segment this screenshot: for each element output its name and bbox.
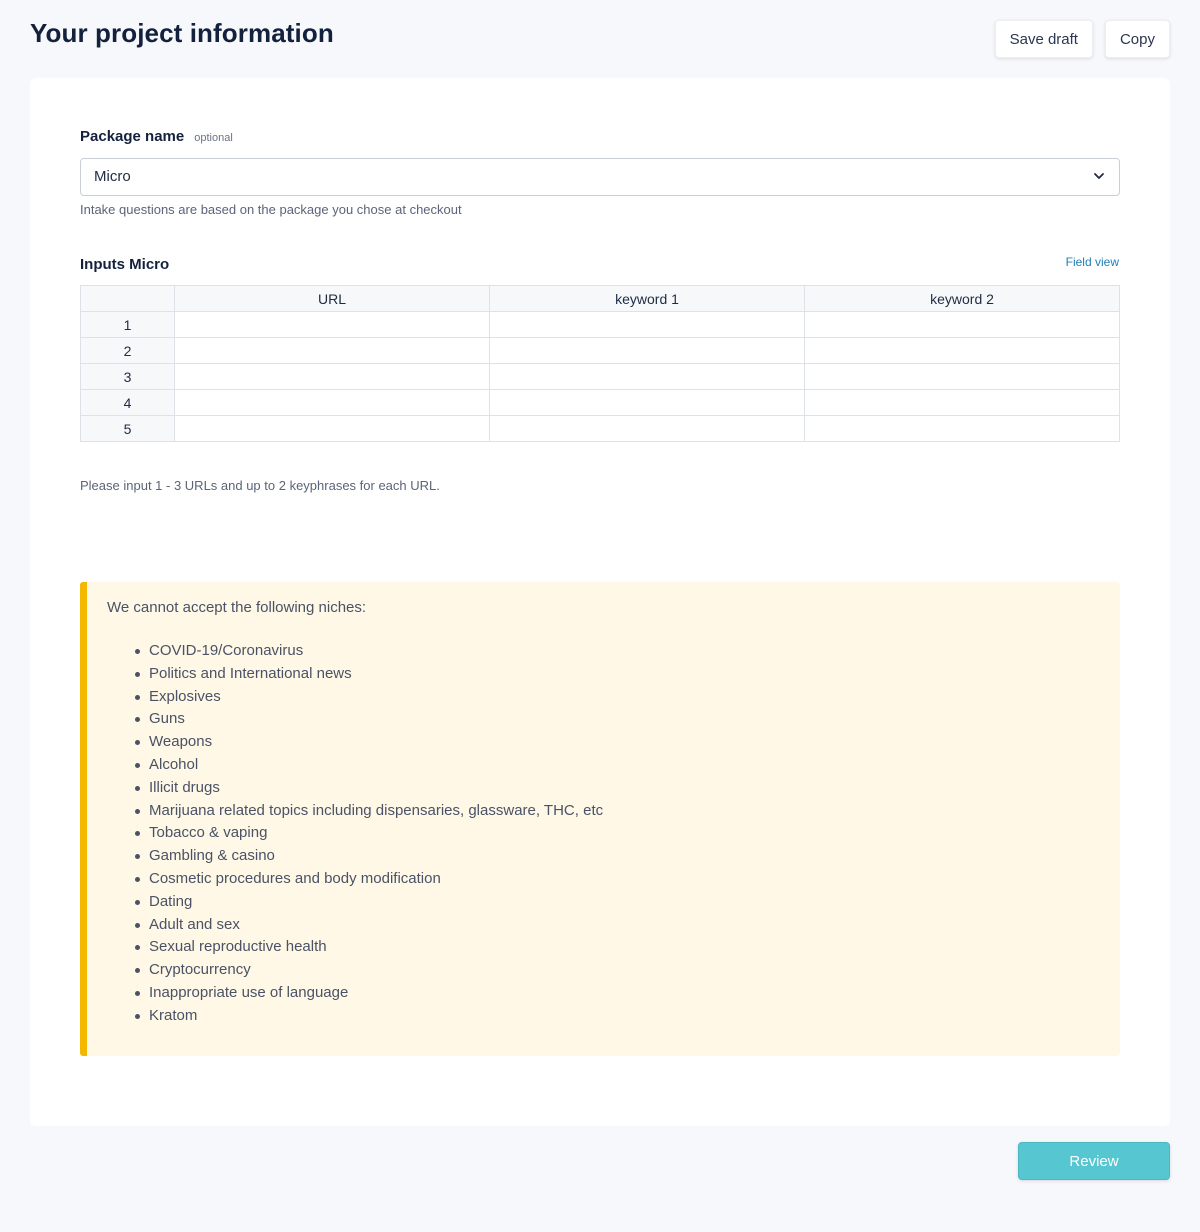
keyword-2-cell[interactable] [805,338,1120,364]
list-item: Politics and International news [149,663,603,686]
review-button[interactable]: Review [1018,1142,1170,1180]
row-number: 5 [81,416,175,442]
restricted-niches-callout [80,582,1120,1056]
list-item: Explosives [149,686,603,709]
callout-title: We cannot accept the following niches: [107,599,367,616]
list-item: Inappropriate use of language [149,982,603,1005]
table-row [81,338,1120,364]
url-cell[interactable] [175,390,490,416]
url-cell[interactable] [175,312,490,338]
package-name-select[interactable] [80,158,1120,196]
url-cell[interactable] [175,364,490,390]
inputs-label: Inputs Micro [80,256,170,273]
page-title: Your project information [30,18,334,48]
keyword-2-cell[interactable] [805,364,1120,390]
keyword-1-cell[interactable] [490,338,805,364]
list-item: Illicit drugs [149,777,603,800]
list-item: Sexual reproductive health [149,936,603,959]
keyword-1-cell[interactable] [490,416,805,442]
table-row [81,390,1120,416]
list-item: Tobacco & vaping [149,822,603,845]
copy-button[interactable]: Copy [1105,20,1170,58]
list-item: Adult and sex [149,914,603,937]
grid-header-row [81,286,1120,312]
list-item: Guns [149,708,603,731]
save-draft-button[interactable]: Save draft [995,20,1093,58]
column-header-url[interactable]: URL [175,286,490,312]
url-cell[interactable] [175,338,490,364]
list-item: Kratom [149,1005,603,1028]
package-name-label [80,128,233,145]
list-item: Alcohol [149,754,603,777]
inputs-grid [80,285,1120,442]
list-item: Gambling & casino [149,845,603,868]
column-header-keyword-1[interactable]: keyword 1 [490,286,805,312]
column-header-keyword-2[interactable]: keyword 2 [805,286,1120,312]
row-number: 4 [81,390,175,416]
keyword-2-cell[interactable] [805,312,1120,338]
keyword-1-cell[interactable] [490,312,805,338]
row-number: 2 [81,338,175,364]
keyword-2-cell[interactable] [805,390,1120,416]
chevron-down-icon [1093,170,1105,182]
table-row [81,364,1120,390]
package-helper-text: Intake questions are based on the package you chose at checkout [80,202,462,217]
row-number: 1 [81,312,175,338]
url-cell[interactable] [175,416,490,442]
package-name-selected-value: Micro [94,168,131,185]
keyword-2-cell[interactable] [805,416,1120,442]
list-item: Cryptocurrency [149,959,603,982]
keyword-1-cell[interactable] [490,390,805,416]
field-view-link[interactable]: Field view [1065,255,1119,269]
project-form-card [30,78,1170,1126]
list-item: COVID-19/Coronavirus [149,640,603,663]
inputs-note: Please input 1 - 3 URLs and up to 2 keyphrases for each URL. [80,478,440,493]
list-item: Dating [149,891,603,914]
list-item: Weapons [149,731,603,754]
table-row [81,416,1120,442]
list-item: Marijuana related topics including dispensaries, glassware, THC, etc [149,800,603,823]
top-actions [995,20,1170,58]
grid-corner-cell [81,286,175,312]
table-row [81,312,1120,338]
optional-tag: optional [194,132,233,144]
list-item: Cosmetic procedures and body modification [149,868,603,891]
row-number: 3 [81,364,175,390]
package-name-label-text: Package name [80,128,185,145]
keyword-1-cell[interactable] [490,364,805,390]
niches-list [107,640,603,1028]
